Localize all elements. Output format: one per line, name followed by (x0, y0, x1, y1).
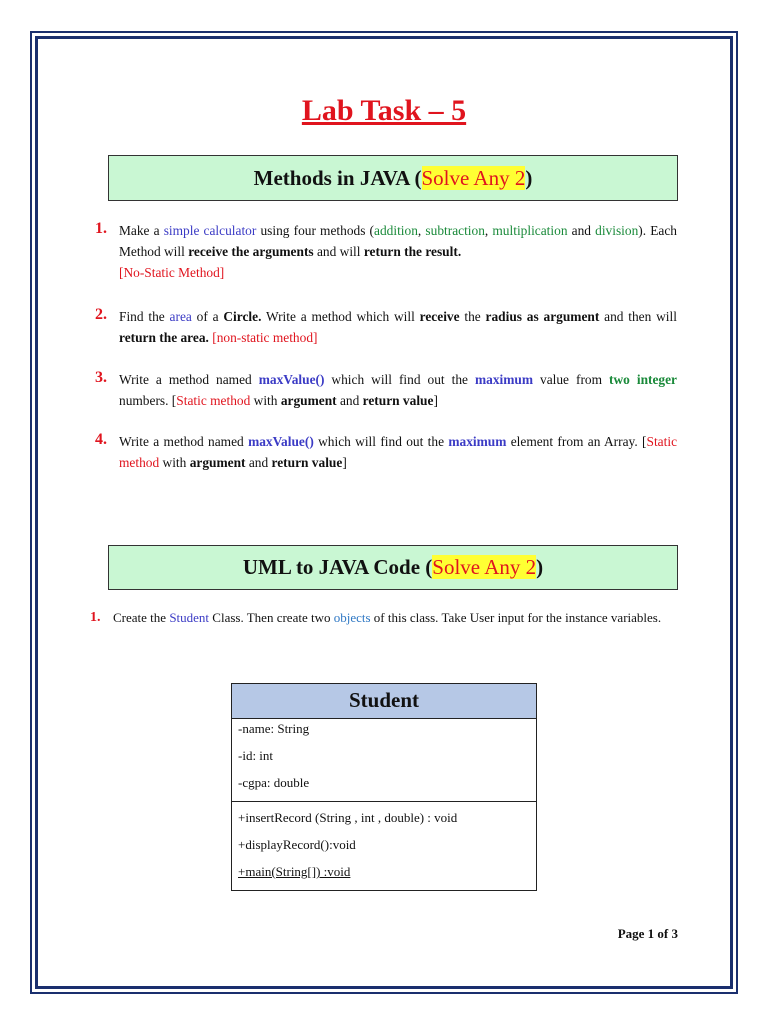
task-item-2 (95, 306, 677, 348)
text: Write a method named (119, 434, 249, 449)
uml-method-static: +main(String[]) :void (238, 864, 351, 879)
task-item-4 (95, 431, 677, 473)
task-number: 2. (95, 306, 107, 323)
uml-attribute: -cgpa: double (238, 775, 310, 790)
page-title: Lab Task – 5 (301, 94, 467, 127)
uml-method: +displayRecord():void (238, 837, 356, 852)
keyword: maximum (474, 372, 534, 387)
uml-task-item-1 (90, 608, 680, 627)
task-number: 3. (95, 369, 107, 386)
text: and (245, 455, 272, 470)
method-tag: [non-static method] (212, 330, 318, 345)
task-number: 1. (95, 220, 107, 237)
keyword: addition (374, 223, 418, 238)
section-heading-text: UML to JAVA Code ( (242, 555, 433, 579)
text: of a (191, 309, 224, 324)
text: Create the (113, 610, 170, 625)
page-number: Page 1 of 3 (617, 926, 678, 941)
keyword: Static method (176, 393, 251, 408)
section-heading-uml (108, 545, 678, 590)
text: and (567, 223, 596, 238)
text: , (417, 223, 426, 238)
text: and will (313, 244, 364, 259)
text: Class. Then create two (209, 610, 334, 625)
task-item-1 (95, 220, 677, 283)
keyword: multiplication (492, 223, 568, 238)
keyword: return value (362, 393, 434, 408)
keyword: subtraction (425, 223, 485, 238)
text: Find the (119, 309, 170, 324)
text: , (484, 223, 493, 238)
keyword: return the area. (119, 330, 209, 345)
text: of this class. Take User input for the instance variables. (370, 610, 662, 625)
text: element from an Array. [ (506, 434, 647, 449)
text: which will find out the (313, 434, 449, 449)
text: Write a method named (119, 372, 259, 387)
keyword: two integer (609, 372, 678, 387)
method-name: maxValue() (248, 434, 314, 449)
task-number: 1. (90, 610, 101, 625)
text: with (159, 455, 190, 470)
method-tag: [No-Static Method] (119, 265, 225, 280)
task-text (119, 220, 677, 283)
keyword: receive (419, 309, 460, 324)
task-item-3 (95, 369, 677, 411)
section-highlight: Solve Any 2 (432, 555, 537, 579)
keyword: receive the arguments (188, 244, 314, 259)
task-text (119, 306, 677, 348)
keyword: area (169, 309, 192, 324)
text: the (459, 309, 486, 324)
section-heading-methods (108, 155, 678, 201)
task-text (119, 431, 677, 473)
keyword: Circle. (223, 309, 262, 324)
keyword: radius as argument (485, 309, 600, 324)
text: and then will (599, 309, 677, 324)
section-heading-close: ) (525, 166, 533, 190)
section-heading-text: Methods in JAVA ( (253, 166, 422, 190)
text: Write a method which will (261, 309, 420, 324)
text: using four methods ( (256, 223, 375, 238)
text: ). Each Method will (119, 223, 677, 259)
uml-class-diagram (231, 683, 537, 891)
text: Make a (119, 223, 164, 238)
uml-attribute: -id: int (238, 748, 274, 763)
method-name: maxValue() (258, 372, 325, 387)
section-highlight: Solve Any 2 (421, 166, 526, 190)
uml-attributes (232, 719, 536, 802)
uml-method: +insertRecord (String , int , double) : void (238, 810, 458, 825)
uml-class-name: Student (232, 684, 536, 719)
task-text (119, 369, 677, 411)
uml-attribute: -name: String (238, 721, 310, 736)
section-heading-close: ) (536, 555, 544, 579)
keyword: simple calculator (163, 223, 257, 238)
task-text (113, 608, 680, 627)
text: ] (433, 393, 438, 408)
keyword: argument (280, 393, 337, 408)
keyword: Static method (119, 434, 678, 470)
uml-methods (232, 802, 536, 889)
keyword: objects (333, 610, 371, 625)
task-number: 4. (95, 431, 107, 448)
text: which will find out the (324, 372, 475, 387)
keyword: return the result. (363, 244, 462, 259)
text: value from (533, 372, 610, 387)
keyword: division (595, 223, 639, 238)
keyword: return value (271, 455, 343, 470)
text: numbers. [ (119, 393, 177, 408)
text: ] (342, 455, 347, 470)
keyword: Student (169, 610, 210, 625)
text: and (336, 393, 363, 408)
text: with (250, 393, 281, 408)
keyword: maximum (448, 434, 507, 449)
keyword: argument (189, 455, 246, 470)
